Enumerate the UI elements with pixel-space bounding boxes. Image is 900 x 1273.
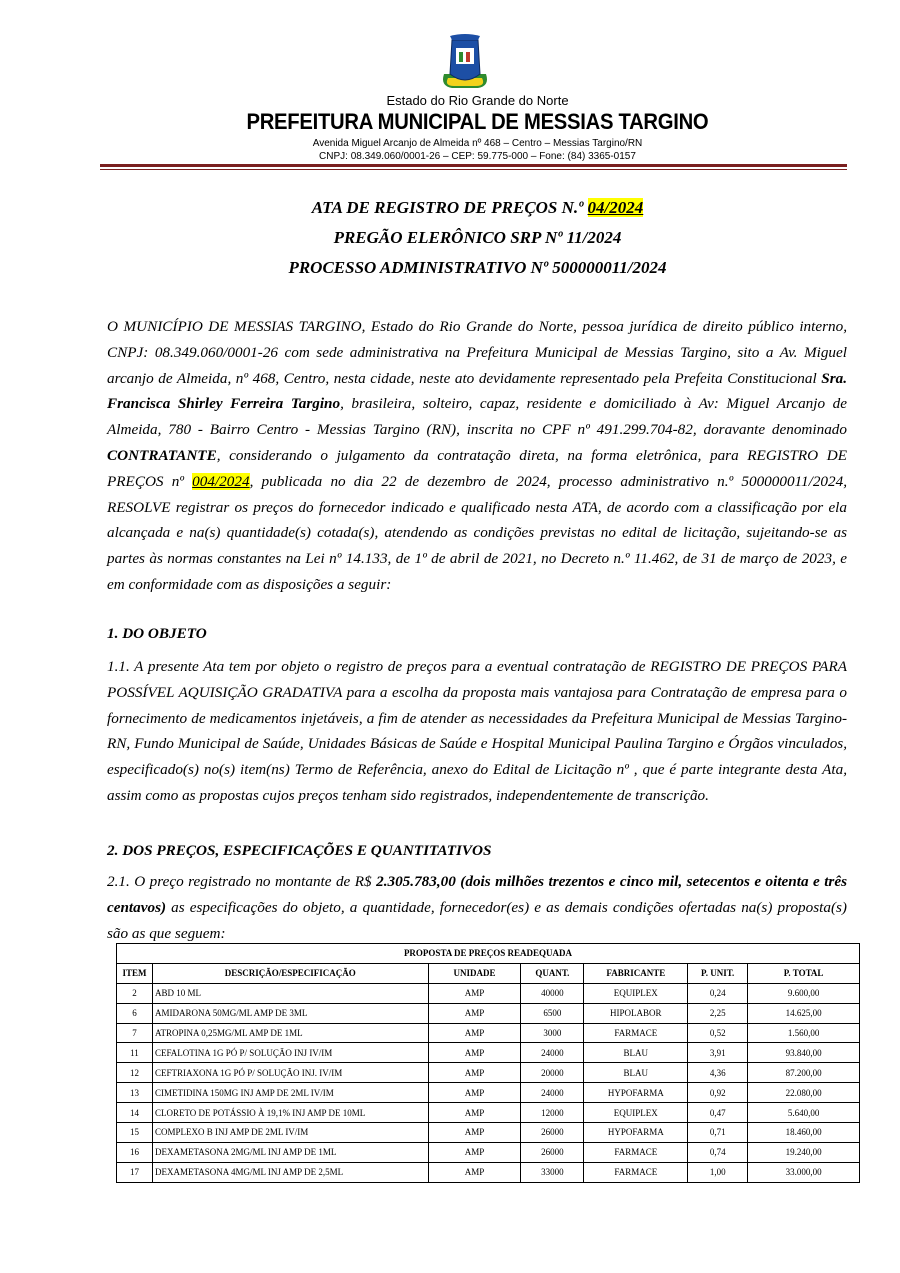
table-cell: 14 (117, 1103, 153, 1123)
table-cell: AMP (428, 1123, 521, 1143)
section-2-heading: 2. DOS PREÇOS, ESPECIFICAÇÕES E QUANTITATIVOS (107, 842, 492, 859)
table-cell: AMIDARONA 50MG/ML AMP DE 3ML (152, 1003, 428, 1023)
table-cell: 4,36 (688, 1063, 748, 1083)
table-cell: 33.000,00 (748, 1162, 860, 1182)
table-cell: 6 (117, 1003, 153, 1023)
section-2-text: 2.1. O preço registrado no montante de R$ 2.305.783,00 (dois milhões trezentos e cinco mil, setecentos e oitenta e três centavos) as especificações do objeto, a quantidade, fornecedor(es) e as demais condições ofertadas na(s) proposta(s) são as que seguem: (107, 873, 847, 942)
table-cell: DEXAMETASONA 2MG/ML INJ AMP DE 1ML (152, 1142, 428, 1162)
column-header: UNIDADE (428, 963, 521, 983)
table-cell: CEFTRIAXONA 1G PÓ P/ SOLUÇÃO INJ. IV/IM (152, 1063, 428, 1083)
municipal-coat-of-arms (440, 34, 490, 94)
table-cell: COMPLEXO B INJ AMP DE 2ML IV/IM (152, 1123, 428, 1143)
table-cell: AMP (428, 1162, 521, 1182)
table-cell: 26000 (521, 1142, 584, 1162)
table-cell: 7 (117, 1023, 153, 1043)
table-row (117, 1003, 860, 1023)
table-cell: 0,74 (688, 1142, 748, 1162)
table-cell: 12 (117, 1063, 153, 1083)
table-cell: 22.080,00 (748, 1083, 860, 1103)
contratante-label: CONTRATANTE (107, 446, 217, 464)
header-divider-thick (100, 164, 847, 167)
table-cell: 19.240,00 (748, 1142, 860, 1162)
column-header: DESCRIÇÃO/ESPECIFICAÇÃO (152, 963, 428, 983)
table-row (117, 1063, 860, 1083)
table-cell: EQUIPLEX (584, 983, 688, 1003)
table-cell: DEXAMETASONA 4MG/ML INJ AMP DE 2,5ML (152, 1162, 428, 1182)
table-cell: 24000 (521, 1083, 584, 1103)
table-cell: 0,52 (688, 1023, 748, 1043)
table-cell: 18.460,00 (748, 1123, 860, 1143)
header-divider-thin (100, 169, 847, 170)
table-caption: PROPOSTA DE PREÇOS READEQUADA (117, 944, 860, 964)
table-cell: 9.600,00 (748, 983, 860, 1003)
table-cell: 11 (117, 1043, 153, 1063)
table-cell: 20000 (521, 1063, 584, 1083)
table-row (117, 1142, 860, 1162)
table-cell: 3000 (521, 1023, 584, 1043)
table-cell: 2 (117, 983, 153, 1003)
table-row (117, 1162, 860, 1182)
table-cell: 1.560,00 (748, 1023, 860, 1043)
table-cell: CLORETO DE POTÁSSIO À 19,1% INJ AMP DE 10ML (152, 1103, 428, 1123)
section-1-text: 1.1. A presente Ata tem por objeto o registro de preços para a eventual contratação de REGISTRO DE PREÇOS PARA POSSÍVEL AQUISIÇÃO GRADATIVA para a escolha da proposta mais vantajosa para Contratação de empresa para o fornecimento de medicamentos injetáveis, a fim de atender as necessidades da Prefeitura Municipal de Messias Targino-RN, Fundo Municipal de Saúde, Unidades Básicas de Saúde e Hospital Municipal Paulina Targino e Órgãos vinculados, especificado(s) no(s) item(ns) Termo de Referência, anexo do Edital de Licitação nº , que é parte integrante desta Ata, assim como as propostas cujos preços tenham sido registrados, independentemente de transcrição. (107, 658, 847, 804)
address-line: Avenida Miguel Arcanjo de Almeida nº 468 – Centro – Messias Targino/RN (312, 138, 643, 149)
section-1-heading: 1. DO OBJETO (107, 625, 207, 642)
table-cell: AMP (428, 1142, 521, 1162)
table-cell: 0,47 (688, 1103, 748, 1123)
table-cell: AMP (428, 1063, 521, 1083)
table-cell: CEFALOTINA 1G PÓ P/ SOLUÇÃO INJ IV/IM (152, 1043, 428, 1063)
table-cell: 0,92 (688, 1083, 748, 1103)
table-cell: 1,00 (688, 1162, 748, 1182)
table-cell: AMP (428, 1023, 521, 1043)
table-row (117, 1023, 860, 1043)
table-cell: AMP (428, 1103, 521, 1123)
table-row (117, 1123, 860, 1143)
table-cell: AMP (428, 1003, 521, 1023)
state-name: Estado do Rio Grande do Norte (386, 93, 569, 108)
table-cell: 87.200,00 (748, 1063, 860, 1083)
registro-number: 004/2024 (192, 472, 250, 490)
processo-title: PROCESSO ADMINISTRATIVO Nº 500000011/2024 (288, 258, 667, 277)
ata-number: 04/2024 (587, 198, 644, 217)
table-cell: 6500 (521, 1003, 584, 1023)
table-cell: 3,91 (688, 1043, 748, 1063)
column-header: ITEM (117, 963, 153, 983)
ata-title: ATA DE REGISTRO DE PREÇOS N.º 04/2024 (311, 198, 644, 217)
table-cell: 0,24 (688, 983, 748, 1003)
column-header: P. TOTAL (748, 963, 860, 983)
table-cell: 14.625,00 (748, 1003, 860, 1023)
table-cell: 26000 (521, 1123, 584, 1143)
table-cell: 93.840,00 (748, 1043, 860, 1063)
pregao-title: PREGÃO ELERÔNICO SRP Nº 11/2024 (333, 228, 622, 247)
table-cell: 16 (117, 1142, 153, 1162)
table-cell: FARMACE (584, 1023, 688, 1043)
table-row (117, 983, 860, 1003)
table-cell: FARMACE (584, 1142, 688, 1162)
registered-amount: 2.305.783,00 (dois milhões trezentos e cinco mil, setecentos e oitenta e três centavos) (107, 873, 847, 916)
price-proposal-table (116, 943, 860, 1183)
table-header-row (117, 963, 860, 983)
table-cell: FARMACE (584, 1162, 688, 1182)
prefecture-name: PREFEITURA MUNICIPAL DE MESSIAS TARGINO (246, 109, 709, 134)
table-cell: AMP (428, 983, 521, 1003)
table-cell: BLAU (584, 1063, 688, 1083)
cnpj-line: CNPJ: 08.349.060/0001-26 – CEP: 59.775-000 – Fone: (84) 3365-0157 (319, 151, 636, 162)
column-header: FABRICANTE (584, 963, 688, 983)
table-cell: HYPOFARMA (584, 1123, 688, 1143)
table-cell: 2,25 (688, 1003, 748, 1023)
mayor-name: Sra. Francisca Shirley Ferreira Targino (107, 369, 847, 413)
table-cell: AMP (428, 1043, 521, 1063)
table-cell: 17 (117, 1162, 153, 1182)
table-cell: HIPOLABOR (584, 1003, 688, 1023)
table-row (117, 1083, 860, 1103)
column-header: QUANT. (521, 963, 584, 983)
table-cell: 13 (117, 1083, 153, 1103)
table-row (117, 1043, 860, 1063)
column-header: P. UNIT. (688, 963, 748, 983)
table-cell: AMP (428, 1083, 521, 1103)
table-cell: BLAU (584, 1043, 688, 1063)
table-cell: 33000 (521, 1162, 584, 1182)
table-cell: 15 (117, 1123, 153, 1143)
table-cell: 5.640,00 (748, 1103, 860, 1123)
table-cell: 40000 (521, 983, 584, 1003)
table-cell: CIMETIDINA 150MG INJ AMP DE 2ML IV/IM (152, 1083, 428, 1103)
table-row (117, 1103, 860, 1123)
table-cell: ABD 10 ML (152, 983, 428, 1003)
table-cell: 12000 (521, 1103, 584, 1123)
table-cell: 24000 (521, 1043, 584, 1063)
table-cell: HYPOFARMA (584, 1083, 688, 1103)
table-cell: ATROPINA 0,25MG/ML AMP DE 1ML (152, 1023, 428, 1043)
table-cell: EQUIPLEX (584, 1103, 688, 1123)
table-cell: 0,71 (688, 1123, 748, 1143)
intro-paragraph: O MUNICÍPIO DE MESSIAS TARGINO, Estado do Rio Grande do Norte, pessoa jurídica de direito público interno, CNPJ: 08.349.060/0001-26 com sede administrativa na Prefeitura Municipal de Messias Targino, sito a Av. Miguel arcanjo de Almeida, nº 468, Centro, nesta cidade, neste ato devidamente representado pela Prefeita Constitucional Sra. Francisca Shirley Ferreira Targino, brasileira, solteiro, capaz, residente e domiciliado à Av: Miguel Arcanjo de Almeida, 780 - Bairro Centro - Messias Targino (RN), inscrita no CPF nº 491.299.704-82, doravante denominado CONTRATANTE, considerando o julgamento da contratação direta, na forma eletrônica, para REGISTRO DE PREÇOS nº 004/2024, publicada no dia 22 de dezembro de 2024, processo administrativo n.º 500000011/2024, RESOLVE registrar os preços do fornecedor indicado e qualificado nesta ATA, de acordo com a classificação por ela alcançada e na(s) quantidade(s) cotada(s), atendendo as condições previstas no edital de licitação, sujeitando-se as partes às normas constantes na Lei nº 14.133, de 1º de abril de 2021, no Decreto n.º 11.462, de 31 de março de 2023, e em conformidade com as disposições a seguir: (107, 318, 847, 593)
